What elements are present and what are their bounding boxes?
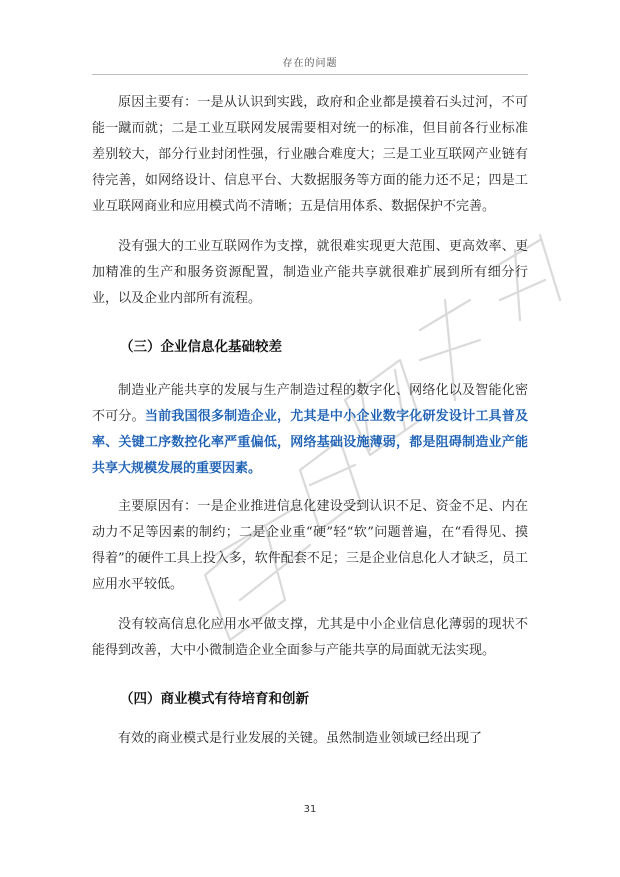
section-heading-3: （三）企业信息化基础较差 bbox=[120, 339, 282, 355]
paragraph-informatization: 没有较高信息化应用水平做支撑，尤其是中小企业信息化薄弱的现状不能得到改善，大中小微制造企业全面参与产能共享的局面就无法实现。 bbox=[92, 617, 528, 658]
paragraph-internet-support: 没有强大的工业互联网作为支撑，就很难实现更大范围、更高效率、更加精准的生产和服务资源配置，制造业产能共享就很难扩展到所有细分行业，以及企业内部所有流程。 bbox=[92, 239, 528, 306]
header-divider bbox=[92, 74, 528, 75]
paragraph-causes: 原因主要有：一是从认识到实践，政府和企业都是摸着石头过河，不可能一蹴而就；二是工业互联网发展需要相对统一的标准，但目前各行业标准差别较大，部分行业封闭性强，行业融合难度大；三是工业互联网产业链有待完善，如网络设计、信息平台、大数据服务等方面的能力还不足；四是工业互联网商业和应用模式尚不清晰；五是信用体系、数据保护不完善。 bbox=[92, 95, 528, 214]
paragraph-digitalization-text: 制造业产能共享的发展与生产制造过程的数字化、网络化以及智能化密不可分。 bbox=[92, 383, 528, 424]
document-body bbox=[92, 90, 528, 752]
paragraph-business-model: 有效的商业模式是行业发展的关键。虽然制造业领域已经出现了 bbox=[118, 731, 483, 746]
page-number: 31 bbox=[303, 804, 317, 815]
section-heading-4: （四）商业模式有待培育和创新 bbox=[120, 691, 309, 707]
page-header-title: 存在的问题 bbox=[282, 58, 338, 69]
highlighted-statement: 当前我国很多制造企业，尤其是中小企业数字化研发设计工具普及率、关键工序数控化率严重偏低，网络基础设施薄弱，都是阻碍制造业产能共享大规模发展的重要因素。 bbox=[92, 409, 528, 476]
paragraph-digitalization bbox=[92, 378, 528, 482]
paragraph-main-reasons: 主要原因有：一是企业推进信息化建设受到认识不足、资金不足、内在动力不足等因素的制约；二是企业重“硬”轻“软”问题普遍，在“看得见、摸得着”的硬件工具上投入多，软件配套不足；三是企业信息化人才缺乏，员工应用水平较低。 bbox=[92, 499, 528, 592]
